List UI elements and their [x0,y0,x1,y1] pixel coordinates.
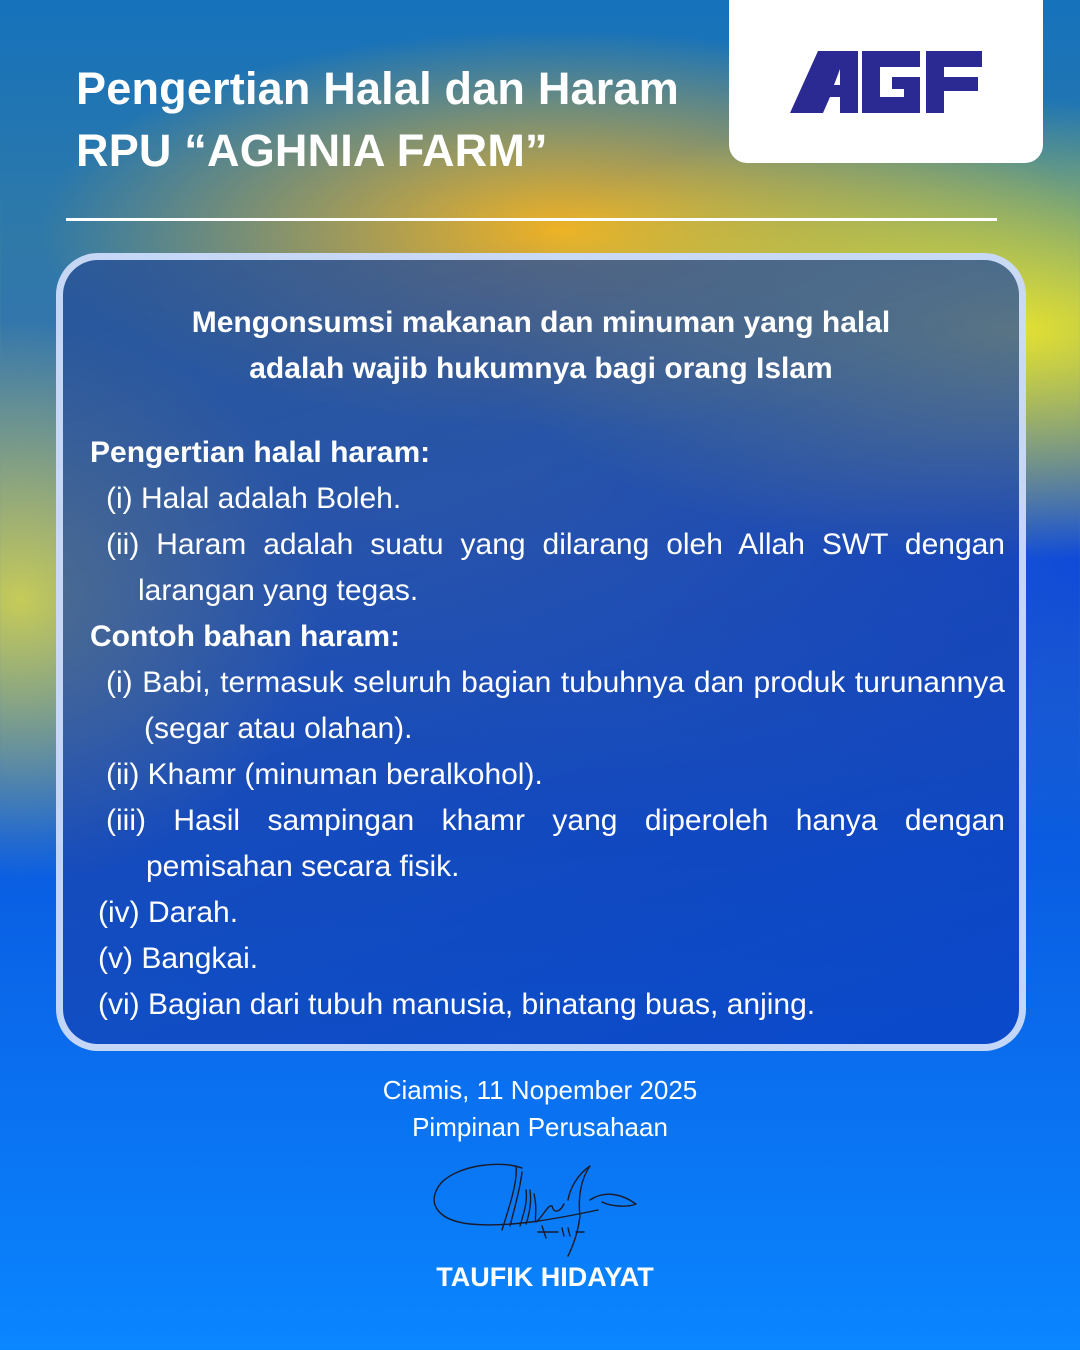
intro-line-2: adalah wajib hukumnya bagi orang Islam [249,352,833,385]
content-body [90,430,1005,1028]
intro-line-1: Mengonsumsi makanan dan minuman yang halal [191,306,891,339]
list-item: (vi) Bagian dari tubuh manusia, binatang buas, anjing. [98,988,816,1021]
title-line-1: Pengertian Halal dan Haram [76,63,679,114]
list-item: (i) Halal adalah Boleh. [106,482,402,515]
footer [0,1072,1080,1146]
signature-image [430,1160,645,1260]
signer-name: TAUFIK HIDAYAT [436,1262,654,1292]
logo-box [729,0,1043,163]
content-card [56,253,1026,1051]
section-heading-examples: Contoh bahan haram: [90,620,401,653]
list-item: (iii) Hasil sampingan khamr yang diperoleh hanya dengan pemisahan secara fisik. [106,804,1005,883]
list-item: (ii) Khamr (minuman beralkohol). [106,758,543,791]
page-title [76,58,679,182]
list-item: (iv) Darah. [98,896,239,929]
list-item: (v) Bangkai. [98,942,259,975]
title-line-2: RPU “AGHNIA FARM” [76,125,548,176]
section-heading-definition: Pengertian halal haram: [90,436,431,469]
agf-logo [788,49,984,115]
signer-position: Pimpinan Perusahaan [412,1112,668,1142]
intro-statement [63,300,1019,392]
title-divider [66,218,997,221]
list-item: (ii) Haram adalah suatu yang dilarang oleh Allah SWT dengan larangan yang tegas. [106,528,1005,607]
list-item: (i) Babi, termasuk seluruh bagian tubuhnya dan produk turunannya (segar atau olahan). [106,666,1005,745]
place-date: Ciamis, 11 Nopember 2025 [382,1075,698,1105]
